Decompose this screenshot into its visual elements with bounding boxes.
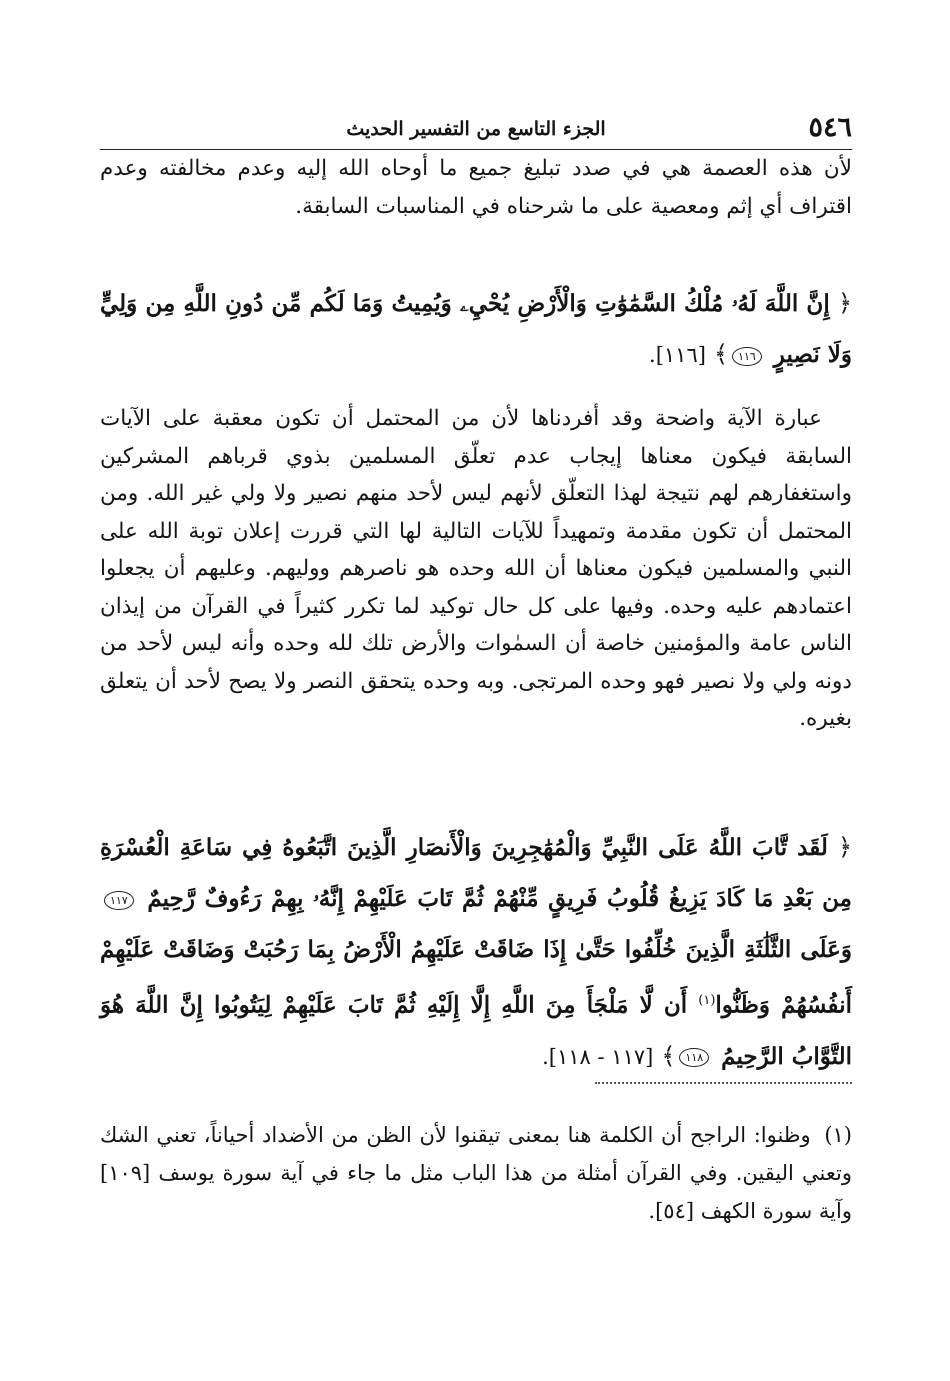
ayah-number-116: ١١٦ — [732, 347, 762, 366]
page-number: ٥٤٦ — [808, 112, 852, 143]
commentary-paragraph: عبارة الآية واضحة وقد أفردناها لأن من المحتمل أن تكون معقبة على الآيات السابقة فيكون معناها إيجاب عدم تعلّق المسلمين بذوي قرباهم المشركين واستغفارهم لهم نتيجة لهذا التعلّق لأنهم ليس لأحد منهم نصير ولا ولي غير الله. ومن المحتمل أن تكون مقدمة وتمهيداً للآيات التالية لها التي قررت إعلان توبة الله على النبي والمسلمين فيكون معناها أن الله وحده هو ناصرهم ووليهم. وعليهم أن يجعلوا اعتمادهم عليه وحده. وفيها على كل حال توكيد لما تكرر كثيراً في القرآن من إيذان الناس عامة والمؤمنين خاصة أن السمٰوات والأرض تلك لله وحده وأنه ليس لأحد من دونه ولي ولا نصير فهو وحده المرتجى. وبه وحده يتحقق النصر ولا يصح لأحد أن يتعلق بغيره. — [100, 406, 852, 731]
footnote-text: وظنوا: الراجح أن الكلمة هنا بمعنى تيقنوا لأن الظن من الأضداد أحياناً، تعني الشك وتعني اليقين. وفي القرآن أمثلة من هذا الباب مثل ما جاء في آية سورة يوسف [١٠٩] وآية سورة الكهف [٥٤]. — [100, 1123, 852, 1223]
ayah-number-118: ١١٨ — [679, 1048, 709, 1067]
ayah-number-117: ١١٧ — [104, 891, 134, 910]
open-bracket-ornament: ﴿ — [837, 289, 852, 317]
page-header — [100, 108, 852, 148]
verse-117-text: لَقَد تَّابَ اللَّهُ عَلَى النَّبِيِّ وَالْمُهَٰجِرِينَ وَالْأَنصَارِ الَّذِينَ اتَّبَعُوهُ فِي سَاعَةِ الْعُسْرَةِ مِن بَعْدِ مَا كَادَ يَزِيغُ قُلُوبُ فَرِيقٍ مِّنْهُمْ ثُمَّ تَابَ عَلَيْهِمْ إِنَّهُۥ بِهِمْ رَءُوفٌ رَّحِيمٌ — [100, 834, 852, 912]
close-bracket-ornament: ﴾ — [661, 1041, 676, 1070]
verse-118-text-part1: وَعَلَى الثَّلَٰثَةِ الَّذِينَ خُلِّفُوا حَتَّىٰ إِذَا ضَاقَتْ عَلَيْهِمُ الْأَرْضُ بِمَا رَحُبَتْ وَضَاقَتْ عَلَيْهِمْ أَنفُسُهُمْ وَظَنُّوا — [100, 936, 852, 1019]
verses-117-118-block — [100, 822, 852, 1083]
footnote-label: (١) — [824, 1123, 852, 1147]
verse-116-reference: [١١٦]. — [649, 343, 706, 367]
verse-116-block — [100, 278, 852, 381]
running-title: الجزء التاسع من التفسير الحديث — [346, 118, 606, 140]
verse-118-text-part2: أَن لَّا مَلْجَأَ مِنَ اللَّهِ إِلَّا إِلَيْهِ ثُمَّ تَابَ عَلَيْهِمْ لِيَتُوبُوا إِنَّ اللَّهَ هُوَ التَّوَّابُ الرَّحِيمُ — [100, 991, 852, 1070]
close-bracket-ornament: ﴾ — [713, 340, 729, 368]
open-bracket-ornament: ﴿ — [837, 833, 852, 861]
verse-116-text: إِنَّ اللَّهَ لَهُۥ مُلْكُ السَّمَٰوَٰتِ وَالْأَرْضِ يُحْيِۦ وَيُمِيتُ وَمَا لَكُم مِّن دُونِ اللَّهِ مِن وَلِيٍّ وَلَا نَصِيرٍ — [100, 290, 852, 368]
footnote — [100, 1116, 852, 1230]
verses-117-118-reference: [١١٧ - ١١٨]. — [542, 1044, 654, 1069]
intro-paragraph: لأن هذه العصمة هي في صدد تبليغ جميع ما أوحاه الله إليه وعدم مخالفته وعدم اقتراف أي إثم ومعصية على ما شرحناه في المناسبات السابقة. — [100, 156, 852, 219]
footnote-marker[interactable]: (١) — [698, 993, 716, 1008]
footnote-separator — [595, 1082, 852, 1084]
